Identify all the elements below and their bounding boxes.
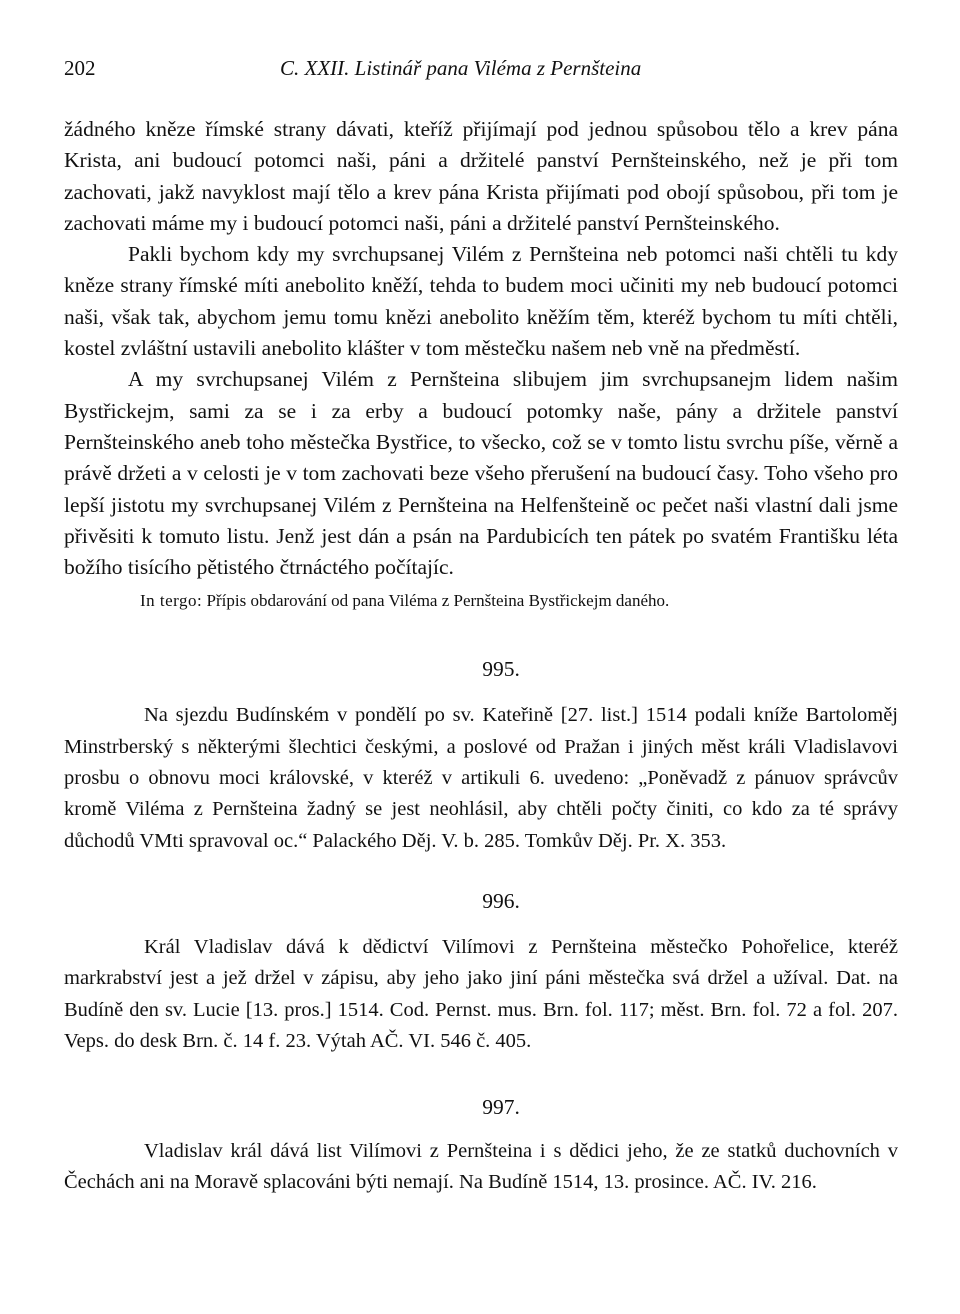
entry-number: 996. bbox=[482, 888, 520, 913]
in-tergo-text: Přípis obdarování od pana Viléma z Pernšteina Bystřickejm daného. bbox=[206, 591, 670, 611]
body-paragraph: A my svrchupsanej Vilém z Pernšteina slibujem jim svrchupsanejm lidem našim Bystřickejm, sami za se i za erby a budoucí potomky naše, pány a držitele panství Pernšteinského aneb toho městečka Bystřice, to všecko, což se v tomto listu svrchu píše, věrně a právě držeti a v celosti je v tom zachovati beze všeho přerušení na budoucí časy. Toho všeho pro lepší jistotu my svrchupsanej Vilém z Pernšteina na Helfenšteině oc pečet naši vlastní dali jsme přivěsiti k tomuto listu. Jenž jest dán a psán na Pardubicích ten pátek po svatém Františku léta božího tisícího pětistého čtrnáctého počítajíc. bbox=[64, 367, 898, 580]
in-tergo-label: In tergo: bbox=[140, 591, 203, 611]
entry-text: Vladislav král dává list Vilímovi z Pernšteina i s dědici jeho, že ze statků duchovních v Čechách ani na Moravě splacováni býti nemají. Na Budíně 1514, 13. prosince. AČ. IV. 216. bbox=[64, 1140, 898, 1194]
body-paragraph: Pakli bychom kdy my svrchupsanej Vilém z Pernšteina neb potomci naši chtěli tu kdy kněze strany římské míti anebolito kněží, tehda to budem moci učiniti my neb budoucí potomci naši, však tak, abychom jemu tomu knězi anebolito kněžím těm, kteréž bychom tu míti chtěli, kostel zvláštní ustavili anebolito klášter v tom městečku našem neb vně na předměstí. bbox=[64, 242, 898, 361]
entry-number: 995. bbox=[482, 657, 520, 682]
in-tergo-note bbox=[64, 589, 898, 613]
entry-text: Na sjezdu Budínském v pondělí po sv. Kateřině [27. list.] 1514 podali kníže Bartoloměj Minstrberský s některými šlechtici českými, a poslové od Pražan i jiných měst králi Vladislavovi prosbu o obnovu moci královské, v kteréž v artikuli 6. uvedeno: „Poněvadž z pánuov správcův kromě Viléma z Pernšteina žadný se jest neohlásil, aby chtěli počty činiti, co kdo za té správy důchodů VMti spravoval oc.“ Palackého Děj. V. b. 285. Tomkův Děj. Pr. X. 353. bbox=[64, 704, 898, 852]
body-paragraph: žádného kněze římské strany dávati, kteříž přijímají pod jednou spůsobou tělo a krev pána Krista, ani budoucí potomci naši, páni a držitelé panství Pernšteinského, než je při tom zachovati, jakž navyklost mají tělo a krev pána Krista přijímati pod obojí spůsobou, při tom je zachovati máme my i budoucí potomci naši, páni a držitelé panství Pernšteinského. bbox=[64, 117, 898, 235]
entry-number: 997. bbox=[482, 1095, 520, 1120]
entry-text: Král Vladislav dává k dědictví Vilímovi z Pernšteina městečko Pohořelice, kteréž markrabství jest a jež držel v zápisu, aby jeho jako jiní páni městečka svá držel a užíval. Dat. na Budíně den sv. Lucie [13. pros.] 1514. Cod. Pernst. mus. Brn. fol. 117; měst. Brn. fol. 72 a fol. 207. Veps. do desk Brn. č. 14 f. 23. Výtah AČ. VI. 546 č. 405. bbox=[64, 935, 898, 1052]
document-page bbox=[64, 56, 898, 1199]
page-header bbox=[64, 56, 898, 90]
page-number: 202 bbox=[64, 56, 96, 80]
running-head: C. XXII. Listinář pana Viléma z Pernšteina bbox=[280, 56, 642, 80]
